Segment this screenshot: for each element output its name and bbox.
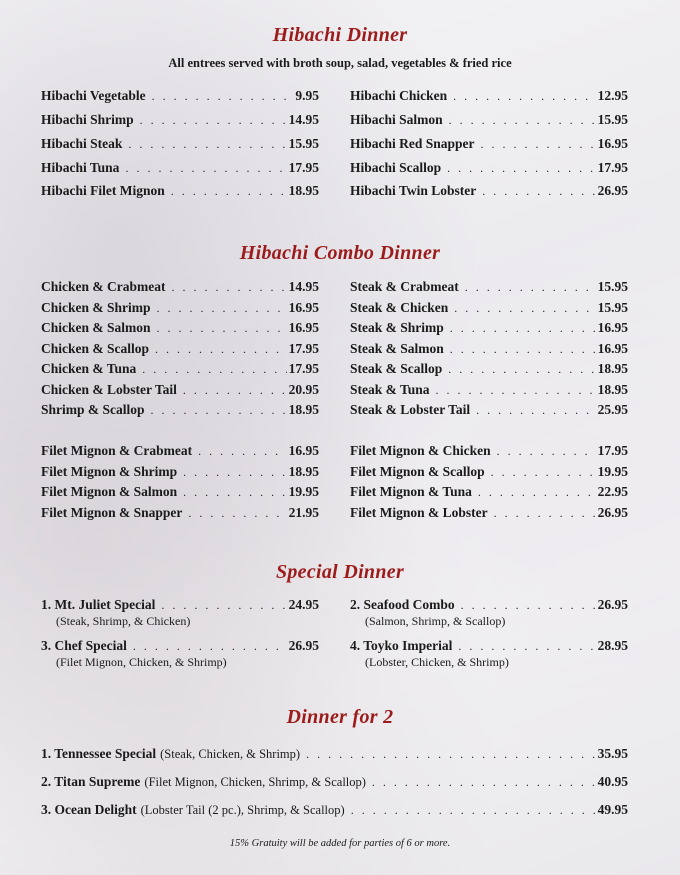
item-price: 21.95 <box>288 505 319 520</box>
item-name: Filet Mignon & Tuna <box>350 484 472 499</box>
item-name: Chicken & Shrimp <box>41 300 151 315</box>
menu-item <box>41 160 319 178</box>
gratuity-note: 15% Gratuity will be added for parties of 6 or more. <box>229 838 451 849</box>
item-price: 18.95 <box>597 382 628 397</box>
dinner-for-2-title: Dinner for 2 <box>286 706 394 728</box>
menu-item <box>350 464 628 482</box>
item-price: 18.95 <box>288 402 319 417</box>
item-name: Hibachi Salmon <box>350 112 443 127</box>
item-name: Filet Mignon & Scallop <box>350 464 485 479</box>
menu-item <box>41 402 319 420</box>
item-name: Filet Mignon & Snapper <box>41 505 183 520</box>
item-name: Hibachi Chicken <box>350 88 448 103</box>
item-name: Hibachi Steak <box>41 136 123 151</box>
item-name: Chicken & Salmon <box>41 320 151 335</box>
leader-dots <box>449 113 596 128</box>
item-name: 2. Titan Supreme <box>41 774 141 789</box>
menu-item <box>41 774 628 792</box>
leader-dots <box>482 184 595 199</box>
menu-item <box>350 112 628 130</box>
leader-dots <box>161 598 286 613</box>
item-name: Hibachi Shrimp <box>41 112 134 127</box>
hibachi-dinner-title: Hibachi Dinner <box>272 24 408 46</box>
menu-item <box>41 183 319 201</box>
leader-dots <box>458 639 595 654</box>
item-price: 16.95 <box>597 136 628 151</box>
item-price: 17.95 <box>288 160 319 175</box>
item-name: 3. Chef Special <box>41 638 127 653</box>
item-name: Chicken & Lobster Tail <box>41 382 177 397</box>
item-name: Chicken & Tuna <box>41 361 137 376</box>
item-price: 17.95 <box>288 361 319 376</box>
item-name: Hibachi Vegetable <box>41 88 146 103</box>
menu-item <box>41 464 319 482</box>
item-price: 19.95 <box>597 464 628 479</box>
item-price: 22.95 <box>597 484 628 499</box>
item-price: 18.95 <box>597 361 628 376</box>
leader-dots <box>450 342 596 357</box>
leader-dots <box>351 803 596 818</box>
leader-dots <box>454 301 595 316</box>
item-name: Chicken & Scallop <box>41 341 150 356</box>
combo-dinner-title: Hibachi Combo Dinner <box>239 242 441 264</box>
item-price: 16.95 <box>288 300 319 315</box>
leader-dots <box>447 161 595 176</box>
item-price: 26.95 <box>288 638 319 653</box>
leader-dots <box>372 775 596 790</box>
item-price: 28.95 <box>597 638 628 653</box>
item-name: Steak & Scallop <box>350 361 443 376</box>
menu-item <box>41 638 319 656</box>
leader-dots <box>128 137 286 152</box>
leader-dots <box>157 301 287 316</box>
menu-item <box>350 341 628 359</box>
leader-dots <box>142 362 286 377</box>
item-price: 12.95 <box>597 88 628 103</box>
menu-item <box>41 136 319 154</box>
item-price: 18.95 <box>288 464 319 479</box>
menu-item <box>41 300 319 318</box>
leader-dots <box>172 280 287 295</box>
item-price: 19.95 <box>288 484 319 499</box>
item-description: (Steak, Shrimp, & Chicken) <box>56 614 191 628</box>
leader-dots <box>133 639 287 654</box>
item-price: 25.95 <box>597 402 628 417</box>
item-name: Steak & Salmon <box>350 341 444 356</box>
item-price: 24.95 <box>288 597 319 612</box>
item-name: Filet Mignon & Salmon <box>41 484 178 499</box>
item-name: Hibachi Scallop <box>350 160 442 175</box>
item-name: Hibachi Twin Lobster <box>350 183 477 198</box>
menu-item <box>41 505 319 523</box>
item-price: 15.95 <box>288 136 319 151</box>
item-price: 40.95 <box>597 774 628 789</box>
item-name: Steak & Lobster Tail <box>350 402 471 417</box>
menu-item <box>41 382 319 400</box>
menu-item <box>41 361 319 379</box>
item-price: 15.95 <box>597 300 628 315</box>
menu-item <box>41 112 319 130</box>
item-price: 17.95 <box>288 341 319 356</box>
item-name: Filet Mignon & Chicken <box>350 443 491 458</box>
menu-item <box>350 443 628 461</box>
item-description: (Steak, Chicken, & Shrimp) <box>160 747 301 761</box>
item-price: 17.95 <box>597 160 628 175</box>
menu-item <box>350 484 628 502</box>
menu-item <box>350 505 628 523</box>
menu-item <box>350 160 628 178</box>
item-name: Filet Mignon & Shrimp <box>41 464 178 479</box>
item-description: (Lobster, Chicken, & Shrimp) <box>365 655 509 669</box>
leader-dots <box>476 403 595 418</box>
item-price: 9.95 <box>295 88 319 103</box>
leader-dots <box>436 383 596 398</box>
leader-dots <box>461 598 596 613</box>
item-name: Steak & Shrimp <box>350 320 444 335</box>
menu-item <box>41 320 319 338</box>
leader-dots <box>497 444 596 459</box>
item-name: Steak & Crabmeat <box>350 279 459 294</box>
leader-dots <box>188 506 286 521</box>
menu-item <box>350 279 628 297</box>
item-description: (Salmon, Shrimp, & Scallop) <box>365 614 506 628</box>
item-name: Filet Mignon & Crabmeat <box>41 443 193 458</box>
leader-dots <box>491 465 596 480</box>
leader-dots <box>157 321 287 336</box>
item-name: Hibachi Filet Mignon <box>41 183 165 198</box>
item-name: 4. Toyko Imperial <box>350 638 453 653</box>
menu-item <box>41 484 319 502</box>
item-description: (Filet Mignon, Chicken, & Shrimp) <box>56 655 227 669</box>
menu-item <box>41 341 319 359</box>
item-name: Chicken & Crabmeat <box>41 279 166 294</box>
item-price: 15.95 <box>597 279 628 294</box>
item-name: 2. Seafood Combo <box>350 597 455 612</box>
leader-dots <box>481 137 596 152</box>
item-price: 18.95 <box>288 183 319 198</box>
special-dinner-title: Special Dinner <box>275 561 405 583</box>
menu-item <box>41 802 628 820</box>
item-price: 14.95 <box>288 112 319 127</box>
menu-item <box>350 382 628 400</box>
leader-dots <box>450 321 596 336</box>
menu-item <box>350 361 628 379</box>
menu-item <box>350 183 628 201</box>
leader-dots <box>465 280 596 295</box>
item-price: 26.95 <box>597 505 628 520</box>
menu-item <box>350 320 628 338</box>
item-name: Steak & Chicken <box>350 300 449 315</box>
item-price: 15.95 <box>597 112 628 127</box>
item-description: (Filet Mignon, Chicken, Shrimp, & Scallop) <box>144 775 366 789</box>
item-name: Steak & Tuna <box>350 382 430 397</box>
menu-item <box>350 136 628 154</box>
leader-dots <box>478 485 596 500</box>
item-price: 20.95 <box>288 382 319 397</box>
leader-dots <box>453 89 595 104</box>
item-name: 1. Mt. Juliet Special <box>41 597 156 612</box>
leader-dots <box>183 485 286 500</box>
leader-dots <box>140 113 287 128</box>
menu-item <box>41 279 319 297</box>
leader-dots <box>125 161 286 176</box>
item-price: 16.95 <box>288 443 319 458</box>
menu-item <box>41 88 319 106</box>
item-price: 16.95 <box>597 341 628 356</box>
menu-item <box>350 402 628 420</box>
leader-dots <box>171 184 287 199</box>
item-name: 1. Tennessee Special <box>41 746 157 761</box>
leader-dots <box>448 362 595 377</box>
item-price: 49.95 <box>597 802 628 817</box>
leader-dots <box>494 506 596 521</box>
leader-dots <box>152 89 294 104</box>
leader-dots <box>306 747 596 762</box>
item-price: 16.95 <box>288 320 319 335</box>
item-price: 14.95 <box>288 279 319 294</box>
item-price: 26.95 <box>597 183 628 198</box>
leader-dots <box>183 465 286 480</box>
item-description: (Lobster Tail (2 pc.), Shrimp, & Scallop) <box>140 803 345 817</box>
leader-dots <box>151 403 287 418</box>
leader-dots <box>183 383 287 398</box>
menu-item <box>350 597 628 615</box>
menu-item <box>41 746 628 764</box>
item-price: 35.95 <box>597 746 628 761</box>
item-price: 17.95 <box>597 443 628 458</box>
item-price: 26.95 <box>597 597 628 612</box>
leader-dots <box>155 342 287 357</box>
item-name: Shrimp & Scallop <box>41 402 145 417</box>
item-name: Hibachi Tuna <box>41 160 120 175</box>
menu-item <box>350 88 628 106</box>
item-name: 3. Ocean Delight <box>41 802 137 817</box>
hibachi-dinner-subtitle: All entrees served with broth soup, salad, vegetables & fried rice <box>168 56 512 70</box>
item-name: Filet Mignon & Lobster <box>350 505 488 520</box>
menu-item <box>41 443 319 461</box>
leader-dots <box>198 444 287 459</box>
item-name: Hibachi Red Snapper <box>350 136 475 151</box>
menu-item <box>41 597 319 615</box>
menu-item <box>350 300 628 318</box>
menu-item <box>350 638 628 656</box>
item-price: 16.95 <box>597 320 628 335</box>
